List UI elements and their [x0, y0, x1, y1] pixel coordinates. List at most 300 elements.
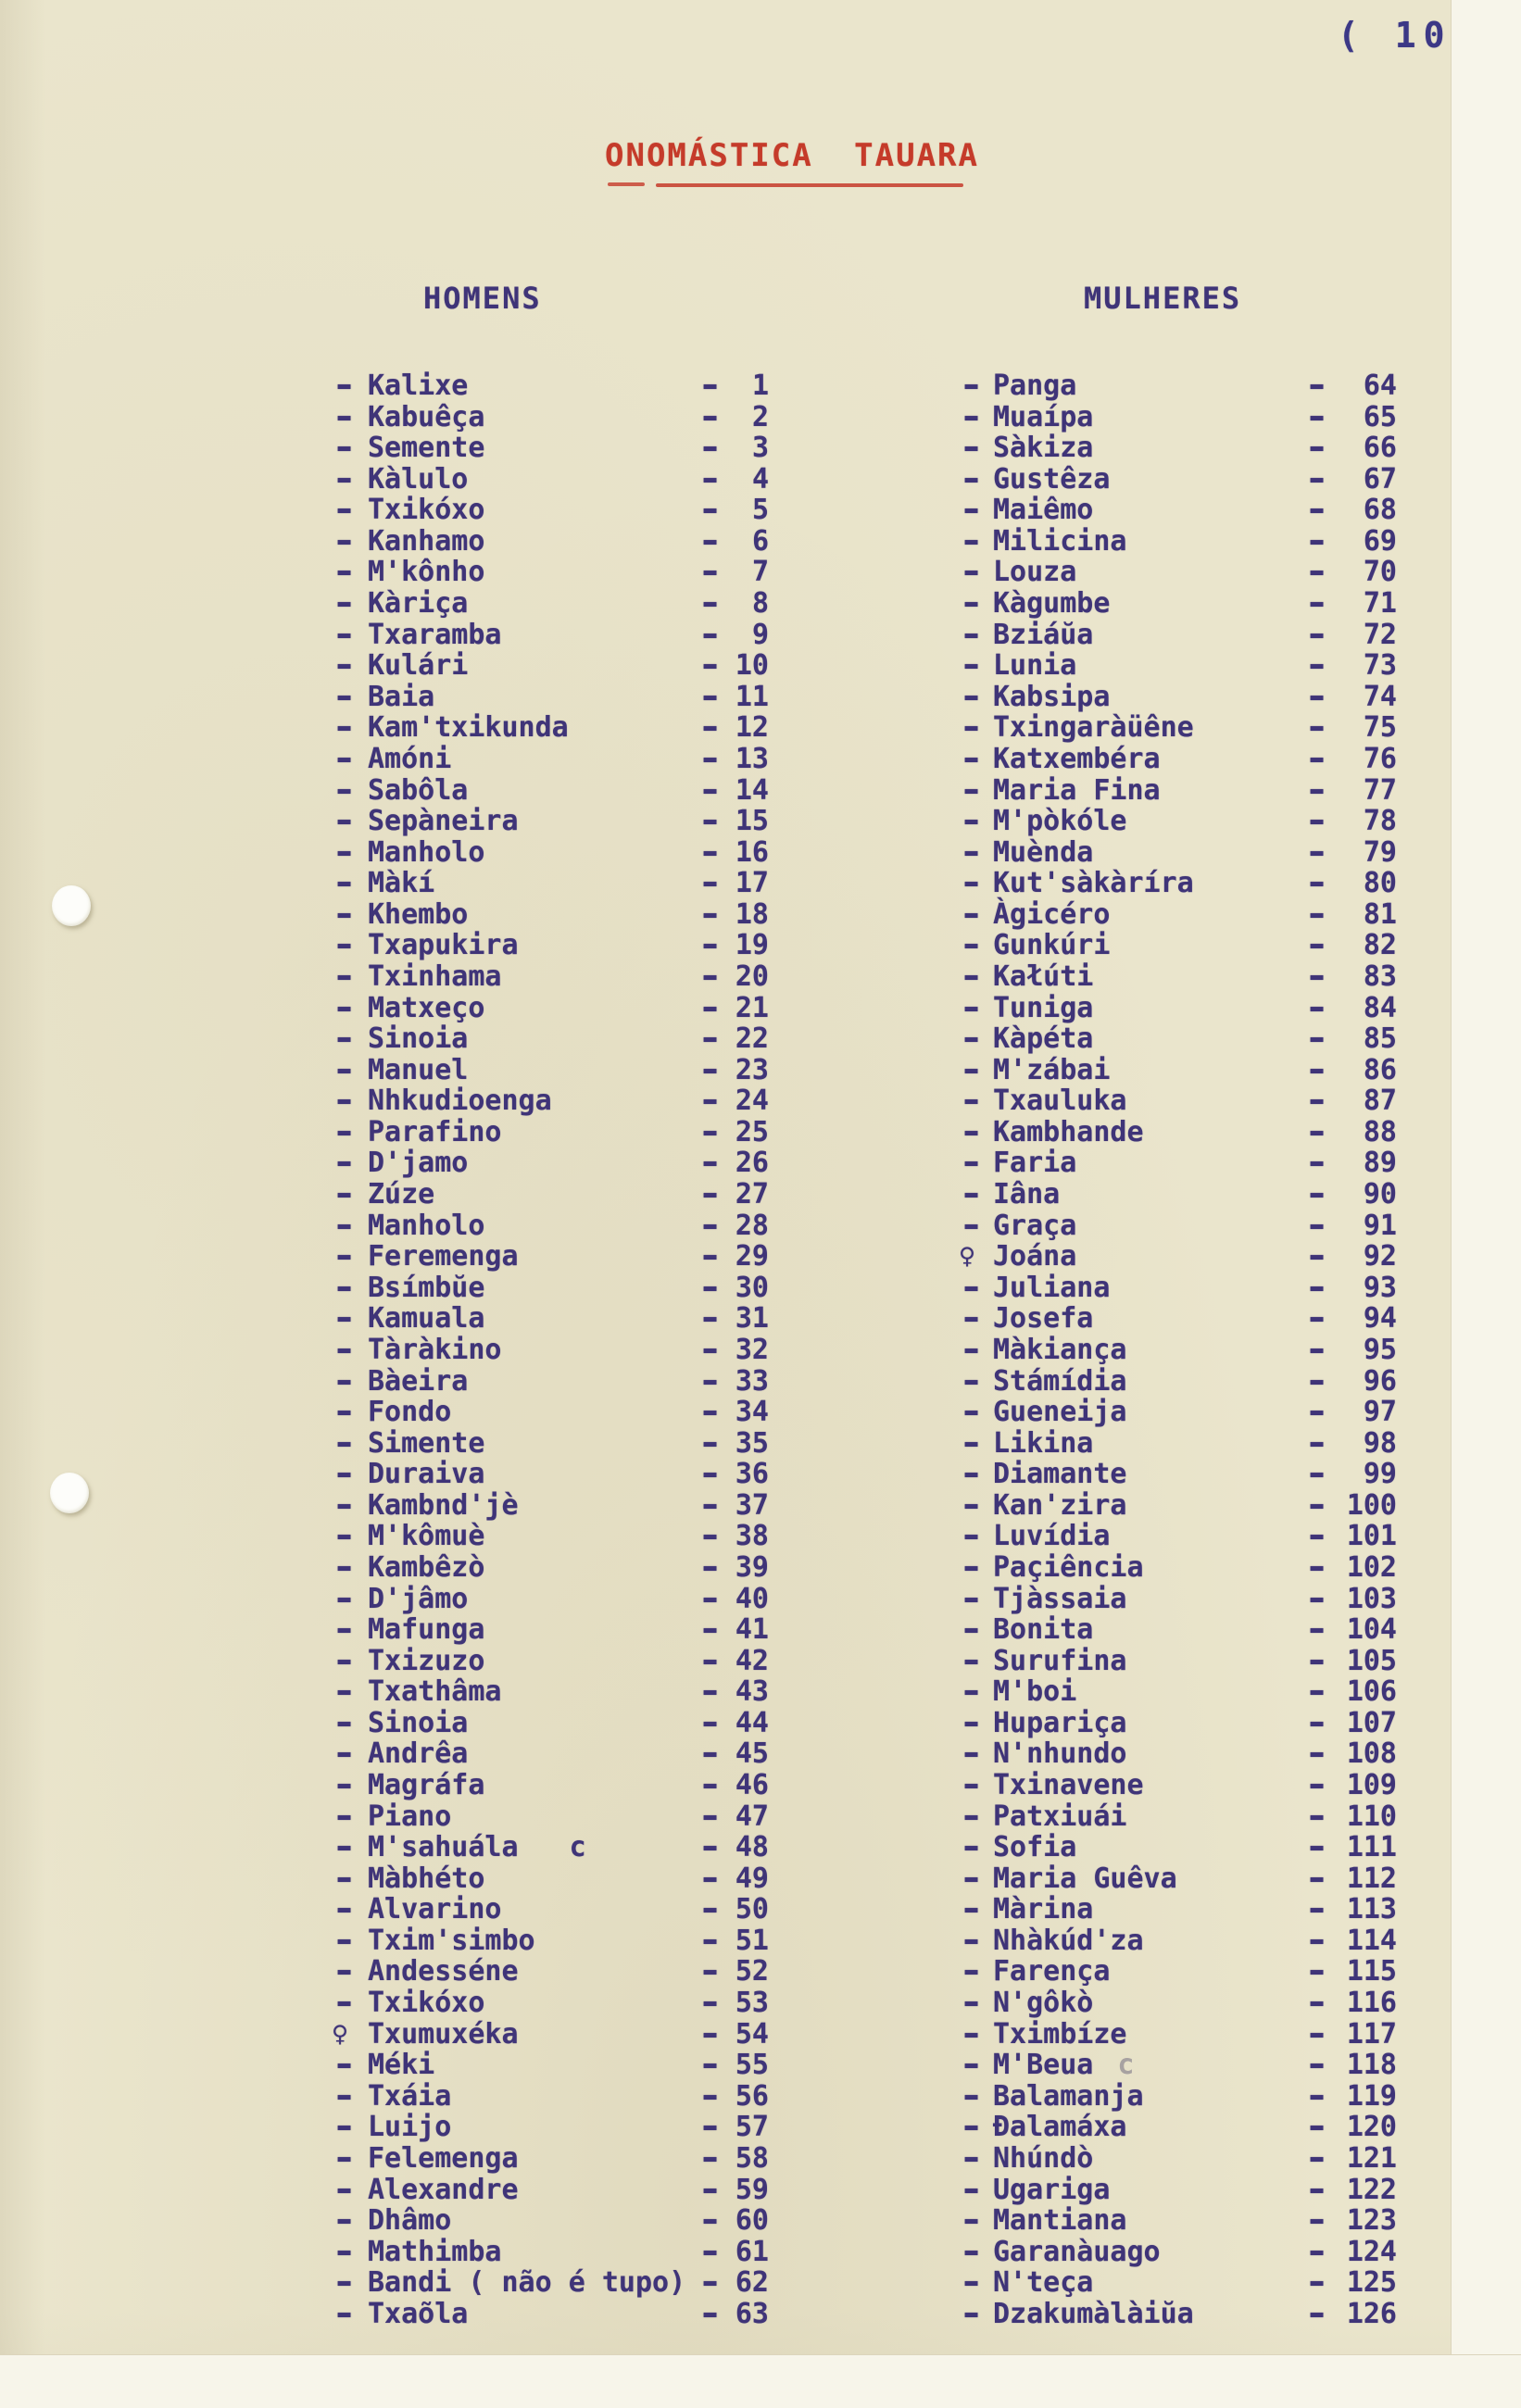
- person-name: Muènda: [993, 835, 1094, 869]
- number-dash: -: [698, 1611, 723, 1649]
- name-cell: [993, 835, 1094, 869]
- person-name: Joána: [993, 1240, 1077, 1273]
- name-cell: [993, 2173, 1111, 2206]
- list-item: [959, 834, 1403, 872]
- number-dash: -: [698, 926, 723, 965]
- number-dash: -: [698, 1299, 723, 1337]
- number-dash: -: [1304, 1922, 1330, 1960]
- person-number: 106: [1346, 1675, 1397, 1709]
- dash-bullet: -: [959, 864, 985, 902]
- person-number: 107: [1346, 1706, 1397, 1739]
- dash-bullet: -: [959, 1455, 985, 1493]
- name-cell: [368, 805, 519, 838]
- name-cell: [993, 1302, 1094, 1336]
- list-item: [959, 584, 1403, 622]
- person-number: 35: [735, 1426, 769, 1460]
- dash-bullet: -: [332, 1113, 358, 1151]
- list-item: [959, 1922, 1403, 1960]
- dash-bullet: -: [332, 1922, 358, 1960]
- person-number: 22: [735, 1022, 769, 1056]
- person-number: 79: [1363, 835, 1397, 869]
- person-number: 65: [1363, 400, 1397, 433]
- person-name: M'kômuè: [368, 1520, 485, 1553]
- name-cell: [993, 1180, 1060, 1209]
- person-number: 28: [735, 1209, 769, 1242]
- name-cell: [993, 1582, 1127, 1615]
- annotation-letter: c: [569, 1831, 586, 1864]
- person-name: Txinavene: [993, 1769, 1144, 1802]
- dash-bullet: -: [959, 1797, 985, 1836]
- dash-bullet: -: [959, 2108, 985, 2146]
- name-cell: [368, 2173, 519, 2206]
- number-dash: -: [698, 1797, 723, 1836]
- name-cell: [368, 556, 485, 589]
- number-dash: -: [698, 1361, 723, 1400]
- person-number: 96: [1363, 1364, 1397, 1398]
- person-name: Zúze: [368, 1178, 435, 1211]
- person-number: 112: [1346, 1862, 1397, 1895]
- dash-bullet: -: [332, 1797, 358, 1836]
- number-dash: -: [1304, 1331, 1330, 1369]
- name-cell: [368, 2235, 502, 2268]
- dash-bullet: -: [959, 802, 985, 840]
- name-cell: [993, 2079, 1144, 2113]
- person-number: 51: [735, 1924, 769, 1957]
- person-number: 39: [735, 1550, 769, 1584]
- number-dash: -: [698, 2264, 723, 2301]
- list-item: [959, 1237, 1403, 1275]
- number-dash: -: [698, 584, 723, 622]
- name-cell: [993, 1706, 1127, 1739]
- name-cell: [993, 1053, 1111, 1086]
- name-cell: [368, 2204, 452, 2238]
- name-cell: [368, 1706, 469, 1739]
- number-dash: -: [1304, 616, 1330, 654]
- title-underline: [608, 182, 645, 186]
- dash-bullet: -: [959, 2264, 985, 2301]
- name-cell: [368, 1488, 519, 1522]
- number-dash: -: [1304, 2046, 1330, 2084]
- list-item: [959, 646, 1403, 684]
- list-item: [959, 988, 1403, 1027]
- person-number: 69: [1363, 524, 1397, 558]
- person-name: Kanhamo: [368, 524, 485, 558]
- dash-bullet: -: [332, 1082, 358, 1120]
- number-dash: -: [698, 2046, 723, 2084]
- name-cell: [368, 587, 469, 621]
- person-name: Milicina: [993, 524, 1127, 558]
- dash-bullet: -: [332, 1269, 358, 1307]
- person-number: 34: [735, 1396, 769, 1429]
- number-dash: -: [698, 460, 723, 498]
- dash-bullet: -: [332, 2077, 358, 2115]
- number-dash: -: [1304, 2264, 1330, 2301]
- person-name: Txáia: [368, 2079, 452, 2113]
- person-number: 111: [1346, 1831, 1397, 1864]
- person-name: Hupariça: [993, 1706, 1127, 1739]
- person-name: Patxiuái: [993, 1800, 1127, 1833]
- dash-bullet: -: [959, 1642, 985, 1680]
- number-dash: -: [698, 616, 723, 654]
- name-cell: [368, 991, 485, 1024]
- title-underline: [656, 183, 963, 187]
- person-number: 20: [735, 959, 769, 993]
- person-name: M'boi: [993, 1675, 1077, 1709]
- person-name: Kambnd'jè: [368, 1488, 519, 1522]
- person-name: Sàkiza: [993, 432, 1094, 465]
- number-dash: -: [1304, 522, 1330, 560]
- number-dash: -: [698, 646, 723, 684]
- person-name: Bsímbŭe: [368, 1271, 485, 1304]
- name-cell: [368, 1675, 502, 1709]
- number-dash: -: [698, 2295, 723, 2333]
- person-name: Txikóxo: [368, 1987, 485, 2020]
- person-name: Maria Guêva: [993, 1862, 1177, 1895]
- dash-bullet: -: [332, 1984, 358, 2022]
- name-cell: [368, 618, 502, 651]
- name-cell: [368, 1211, 484, 1240]
- dash-bullet: -: [959, 646, 985, 684]
- list-item: [959, 678, 1403, 716]
- person-name: Amóni: [368, 742, 452, 775]
- dash-bullet: -: [332, 2139, 358, 2177]
- name-cell: [368, 742, 452, 775]
- name-cell: [993, 1333, 1127, 1366]
- person-name: Kan'zira: [993, 1488, 1127, 1522]
- person-number: 98: [1363, 1426, 1397, 1460]
- person-name: Alexandre: [368, 2173, 519, 2206]
- person-name: M'kônho: [368, 556, 485, 589]
- name-cell: [368, 1895, 502, 1924]
- person-name: Luijo: [368, 2111, 452, 2144]
- list-item: [959, 2264, 1403, 2301]
- name-cell: [368, 1273, 484, 1302]
- person-name: Paçiência: [993, 1550, 1144, 1584]
- column-header-mulheres: MULHERES: [1084, 281, 1242, 316]
- number-dash: -: [698, 1206, 723, 1245]
- person-number: 6: [751, 524, 769, 558]
- number-dash: -: [698, 553, 723, 592]
- number-dash: -: [698, 1486, 723, 1524]
- person-name: Mantiana: [993, 2204, 1127, 2238]
- dash-bullet: -: [332, 1890, 358, 1928]
- page-title: ONOMÁSTICA TAUARA: [605, 137, 979, 174]
- dash-bullet: -: [959, 1549, 985, 1587]
- list-item: [959, 367, 1403, 405]
- person-name: Kut'sàkàríra: [993, 867, 1194, 900]
- name-cell: [368, 2297, 469, 2330]
- number-dash: -: [698, 958, 723, 996]
- name-cell: [368, 1426, 485, 1460]
- person-name: Màkiança: [993, 1333, 1127, 1366]
- person-number: 54: [735, 2017, 769, 2051]
- dash-bullet: -: [959, 1424, 985, 1462]
- number-dash: -: [698, 1579, 723, 1618]
- number-dash: -: [698, 1549, 723, 1587]
- person-number: 11: [735, 680, 769, 713]
- number-dash: -: [698, 1455, 723, 1493]
- person-name: Faria: [993, 1147, 1077, 1180]
- dash-bullet: -: [959, 1082, 985, 1120]
- dash-bullet: -: [332, 1549, 358, 1587]
- list-item: [959, 958, 1403, 996]
- dash-bullet: -: [959, 1766, 985, 1804]
- dash-bullet: -: [959, 2077, 985, 2115]
- dash-bullet: -: [959, 367, 985, 405]
- number-dash: -: [698, 2015, 723, 2053]
- number-dash: -: [698, 1424, 723, 1462]
- person-name: N'nhundo: [993, 1737, 1127, 1771]
- list-item: [959, 1361, 1403, 1400]
- person-number: 21: [735, 991, 769, 1024]
- person-number: 115: [1346, 1955, 1397, 1988]
- list-item: [959, 709, 1403, 746]
- punch-hole-bottom: [50, 1473, 89, 1513]
- name-cell: [993, 929, 1111, 962]
- name-cell: [993, 556, 1077, 589]
- list-item: [959, 522, 1403, 560]
- dash-bullet: -: [332, 1175, 358, 1213]
- dash-bullet: -: [332, 1424, 358, 1462]
- person-number: 88: [1363, 1115, 1397, 1148]
- page-number: ( 10: [1338, 15, 1452, 56]
- dash-bullet: -: [332, 771, 358, 809]
- person-number: 61: [735, 2235, 769, 2268]
- person-number: 104: [1346, 1613, 1397, 1647]
- scan-edge-right: [1451, 0, 1521, 2408]
- name-cell: [368, 897, 469, 931]
- dash-bullet: -: [332, 1642, 358, 1680]
- name-cell: [993, 1458, 1127, 1491]
- list-item: [959, 771, 1403, 809]
- dash-bullet: -: [959, 616, 985, 654]
- name-cell: [993, 494, 1094, 527]
- number-dash: -: [1304, 1642, 1330, 1680]
- person-name: Ðalamáxa: [993, 2111, 1127, 2144]
- number-dash: -: [1304, 2201, 1330, 2239]
- person-name: Stámídia: [993, 1364, 1127, 1398]
- name-cell: [368, 1458, 485, 1491]
- person-name: Andesséne: [368, 1955, 519, 1988]
- person-number: 117: [1346, 2017, 1397, 2051]
- person-number: 119: [1346, 2079, 1397, 2113]
- person-number: 78: [1363, 805, 1397, 838]
- dash-bullet: -: [959, 740, 985, 778]
- number-dash: -: [1304, 1113, 1330, 1151]
- number-dash: -: [698, 1237, 723, 1275]
- person-name: Txingaràüêne: [993, 711, 1194, 745]
- name-cell: [993, 1644, 1127, 1677]
- number-dash: -: [1304, 1424, 1330, 1462]
- name-cell: [368, 1802, 451, 1831]
- person-number: 53: [735, 1987, 769, 2020]
- list-item: [959, 1735, 1403, 1774]
- number-dash: -: [698, 864, 723, 902]
- person-name: Khembo: [368, 897, 469, 931]
- name-cell: [368, 1582, 469, 1615]
- number-dash: -: [698, 522, 723, 560]
- dash-bullet: -: [959, 1952, 985, 1991]
- dash-bullet: -: [332, 1828, 358, 1866]
- dash-bullet: -: [332, 1020, 358, 1058]
- person-number: 10: [735, 649, 769, 683]
- list-item: [959, 491, 1403, 529]
- person-number: 12: [735, 711, 769, 745]
- person-number: 40: [735, 1582, 769, 1615]
- name-cell: [368, 1396, 452, 1429]
- person-name: Andrêa: [368, 1737, 469, 1771]
- name-cell: [993, 1957, 1110, 1986]
- person-number: 38: [735, 1520, 769, 1553]
- person-number: 52: [735, 1955, 769, 1988]
- dash-bullet: -: [959, 1331, 985, 1369]
- dash-bullet: -: [332, 522, 358, 560]
- dash-bullet: -: [959, 1269, 985, 1307]
- name-cell: [368, 1085, 552, 1118]
- person-name: Diamante: [993, 1458, 1127, 1491]
- dash-bullet: -: [332, 1331, 358, 1369]
- number-dash: -: [698, 1082, 723, 1120]
- name-cell: [368, 1147, 469, 1180]
- number-dash: -: [698, 2139, 723, 2177]
- name-cell: [368, 1644, 485, 1677]
- person-number: 92: [1363, 1240, 1397, 1273]
- person-name: Fondo: [368, 1396, 452, 1429]
- dash-bullet: -: [959, 1051, 985, 1089]
- dash-bullet: -: [332, 1299, 358, 1337]
- number-dash: -: [1304, 1144, 1330, 1183]
- person-name: Bziáŭa: [993, 618, 1094, 651]
- person-name: Josefa: [993, 1302, 1094, 1336]
- dash-bullet: -: [332, 926, 358, 965]
- person-name: Katxembéra: [993, 742, 1161, 775]
- dash-bullet: -: [959, 2170, 985, 2209]
- person-name: Manholo: [368, 1209, 485, 1242]
- person-number: 27: [735, 1178, 769, 1211]
- person-name: Txizuzo: [368, 1644, 485, 1677]
- person-name: Nhàkúd'za: [993, 1924, 1144, 1957]
- person-number: 109: [1346, 1769, 1397, 1802]
- person-number: 91: [1363, 1209, 1397, 1242]
- list-item: [959, 1206, 1403, 1245]
- person-number: 8: [751, 587, 769, 621]
- dash-bullet: -: [332, 397, 358, 436]
- dash-bullet: -: [332, 1455, 358, 1493]
- dash-bullet: -: [332, 958, 358, 996]
- number-dash: -: [1304, 2015, 1330, 2053]
- person-number: 86: [1363, 1053, 1397, 1086]
- name-cell: [993, 462, 1111, 495]
- person-number: 124: [1346, 2235, 1397, 2268]
- number-dash: -: [1304, 988, 1330, 1027]
- person-name: Gueneija: [993, 1396, 1127, 1429]
- name-cell: [368, 1053, 469, 1086]
- list-item: [959, 1642, 1403, 1680]
- dash-bullet: -: [959, 1393, 985, 1431]
- name-cell: [368, 1180, 434, 1209]
- person-number: 68: [1363, 494, 1397, 527]
- dash-bullet: -: [332, 460, 358, 498]
- dash-bullet: -: [332, 1952, 358, 1991]
- name-cell: [993, 400, 1094, 433]
- number-dash: -: [698, 1952, 723, 1991]
- person-number: 7: [751, 556, 769, 589]
- person-number: 1: [751, 370, 769, 402]
- dash-bullet: -: [959, 1735, 985, 1774]
- dash-bullet: -: [959, 1828, 985, 1866]
- dash-bullet: -: [332, 1393, 358, 1431]
- person-number: 123: [1346, 2204, 1397, 2238]
- number-dash: -: [698, 1860, 723, 1898]
- person-name: Tàràkino: [368, 1333, 502, 1366]
- number-dash: -: [1304, 1828, 1330, 1866]
- person-name: Juliana: [993, 1271, 1111, 1304]
- list-item: [959, 1766, 1403, 1804]
- number-dash: -: [698, 1922, 723, 1960]
- name-cell: [368, 680, 435, 713]
- scan-edge-bottom: [0, 2354, 1521, 2408]
- name-cell: [993, 2204, 1127, 2238]
- person-number: 32: [735, 1333, 769, 1366]
- person-name: Maiêmo: [993, 494, 1094, 527]
- dash-bullet: -: [332, 2170, 358, 2209]
- person-name: Kulári: [368, 649, 469, 683]
- name-cell: [368, 835, 485, 869]
- number-dash: -: [698, 1020, 723, 1058]
- number-dash: -: [1304, 1890, 1330, 1928]
- name-cell: [368, 1520, 485, 1553]
- person-name: Alvarino: [368, 1893, 502, 1926]
- name-cell: [993, 524, 1127, 558]
- list-item: [959, 2077, 1403, 2115]
- number-dash: -: [698, 2201, 723, 2239]
- name-cell: [368, 432, 485, 465]
- dash-bullet: -: [332, 2264, 358, 2301]
- person-number: 118: [1346, 2049, 1397, 2082]
- dash-bullet: -: [959, 522, 985, 560]
- person-number: 125: [1346, 2266, 1397, 2300]
- person-name: Lunia: [993, 649, 1077, 683]
- person-name: Àgicéro: [993, 897, 1111, 931]
- dash-bullet: -: [959, 1611, 985, 1649]
- person-number: 58: [735, 2141, 769, 2175]
- name-cell: [993, 1273, 1110, 1302]
- person-name: Likina: [993, 1426, 1094, 1460]
- name-cell: [993, 1022, 1094, 1056]
- number-dash: -: [698, 678, 723, 716]
- dash-bullet: -: [959, 1517, 985, 1556]
- name-cell: [993, 959, 1094, 993]
- list-item: [959, 896, 1403, 934]
- number-dash: -: [698, 1890, 723, 1928]
- name-cell: [993, 1115, 1144, 1148]
- name-cell: [993, 1833, 1076, 1862]
- person-number: 122: [1346, 2173, 1397, 2206]
- list-item: [959, 1828, 1403, 1866]
- person-name: Nhúndò: [993, 2141, 1094, 2175]
- number-dash: -: [1304, 1486, 1330, 1524]
- person-name: D'jâmo: [368, 1582, 469, 1615]
- person-name: Txapukira: [368, 929, 519, 962]
- person-name: Txinhama: [368, 959, 502, 993]
- number-dash: -: [1304, 864, 1330, 902]
- name-cell: [368, 1613, 485, 1647]
- person-number: 72: [1363, 618, 1397, 651]
- dash-bullet: -: [332, 2295, 358, 2333]
- person-name: Bonita: [993, 1613, 1094, 1647]
- person-number: 46: [735, 1769, 769, 1802]
- annotation-letter: c: [1117, 2049, 1135, 2082]
